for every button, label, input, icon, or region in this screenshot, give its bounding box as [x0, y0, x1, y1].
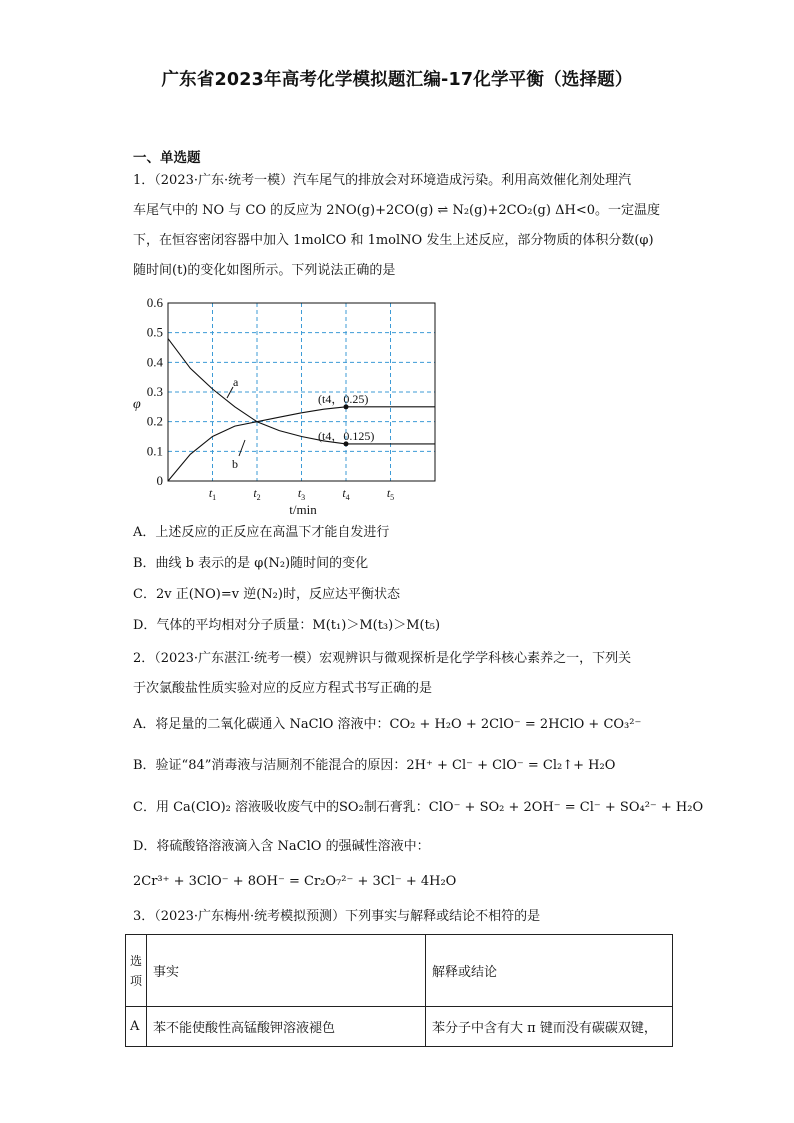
label-leader-b — [239, 440, 245, 456]
page-title: 广东省2023年高考化学模拟题汇编-17化学平衡（选择题） — [161, 70, 633, 90]
x-axis-label: t/min — [289, 502, 317, 517]
q1-option-c: C．2v 正(NO)=v 逆(N₂)时，反应达平衡状态 — [133, 587, 400, 602]
q1-line-2: 车尾气中的 NO 与 CO 的反应为 2NO(g)+2CO(g) ⇌ N₂(g)+2CO₂(g) ΔH<0。一定温度 — [133, 203, 660, 218]
q2-option-c: C．用 Ca(ClO)₂ 溶液吸收废气中的SO₂制石膏乳：ClO⁻ + SO₂ + 2OH⁻ = Cl⁻ + SO₄²⁻ + H₂O — [133, 800, 704, 815]
section-heading: 一、单选题 — [133, 150, 201, 166]
table-cell-fact: 苯不能使酸性高锰酸钾溶液褪色 — [147, 1007, 426, 1047]
q1-line-3: 下，在恒容密闭容器中加入 1molCO 和 1molNO 发生上述反应，部分物质的体积分数(φ) — [133, 233, 654, 248]
q1-line-4: 随时间(t)的变化如图所示。下列说法正确的是 — [133, 263, 396, 278]
q2-option-a: A．将足量的二氧化碳通入 NaClO 溶液中：CO₂ + H₂O + 2ClO⁻ = 2HClO + CO₃²⁻ — [133, 717, 642, 732]
series-label-b: b — [232, 457, 238, 471]
q2-option-b: B．验证“84”消毒液与洁厕剂不能混合的原因：2H⁺ + Cl⁻ + ClO⁻ = Cl₂↑+ H₂O — [133, 758, 616, 773]
q2-line-2: 于次氯酸盐性质实验对应的反应方程式书写正确的是 — [133, 681, 433, 696]
q2-line-1: 2．（2023·广东湛江·统考一模）宏观辨识与微观探析是化学学科核心素养之一，下列关 — [133, 651, 632, 666]
q3-table — [125, 934, 673, 1047]
point-annotation: (t4，0.25) — [318, 391, 369, 406]
table-cell-option: A — [126, 1007, 147, 1047]
x-tick-label: $t_2$ — [253, 486, 261, 502]
q2-option-d-equation: 2Cr³⁺ + 3ClO⁻ + 8OH⁻ = Cr₂O₇²⁻ + 3Cl⁻ + 4H₂O — [133, 874, 457, 889]
x-tick-label: $t_3$ — [297, 486, 306, 502]
y-axis-label: φ — [133, 397, 141, 412]
x-tick-label: $t_4$ — [342, 486, 350, 502]
q1-line-1: 1．（2023·广东·统考一模）汽车尾气的排放会对环境造成污染。利用高效催化剂处理汽 — [133, 173, 632, 188]
y-tick-label: 0.3 — [146, 384, 163, 399]
chart — [125, 290, 445, 520]
q1-option-a: A．上述反应的正反应在高温下才能自发进行 — [133, 525, 390, 540]
y-tick-label: 0.2 — [146, 413, 163, 429]
q2-option-d: D．将硫酸铬溶液滴入含 NaClO 的强碱性溶液中： — [133, 839, 430, 854]
table-header-row — [126, 935, 673, 1007]
table-header-option: 选项 — [126, 935, 147, 1007]
q1-option-d: D．气体的平均相对分子质量：M(t₁)＞M(t₃)＞M(t₅) — [133, 618, 441, 633]
table-header-fact: 事实 — [147, 935, 426, 1007]
table-header-explanation: 解释或结论 — [426, 935, 673, 1007]
y-tick-label: 0 — [156, 473, 163, 488]
y-tick-label: 0.1 — [146, 443, 163, 459]
q1-option-b: B．曲线 b 表示的是 φ(N₂)随时间的变化 — [133, 556, 369, 571]
y-tick-label: 0.6 — [146, 295, 163, 310]
table-cell-explanation: 苯分子中含有大 π 键而没有碳碳双键， — [426, 1007, 673, 1047]
series-label-a: a — [233, 375, 239, 389]
x-tick-label: $t_5$ — [386, 486, 395, 502]
q3-line-1: 3．（2023·广东梅州·统考模拟预测）下列事实与解释或结论不相符的是 — [133, 909, 541, 924]
table-row — [126, 1007, 673, 1047]
point-annotation: (t4，0.125) — [318, 428, 375, 443]
x-tick-label: $t_1$ — [208, 486, 217, 502]
y-tick-label: 0.5 — [146, 324, 163, 340]
y-tick-label: 0.4 — [146, 354, 163, 370]
